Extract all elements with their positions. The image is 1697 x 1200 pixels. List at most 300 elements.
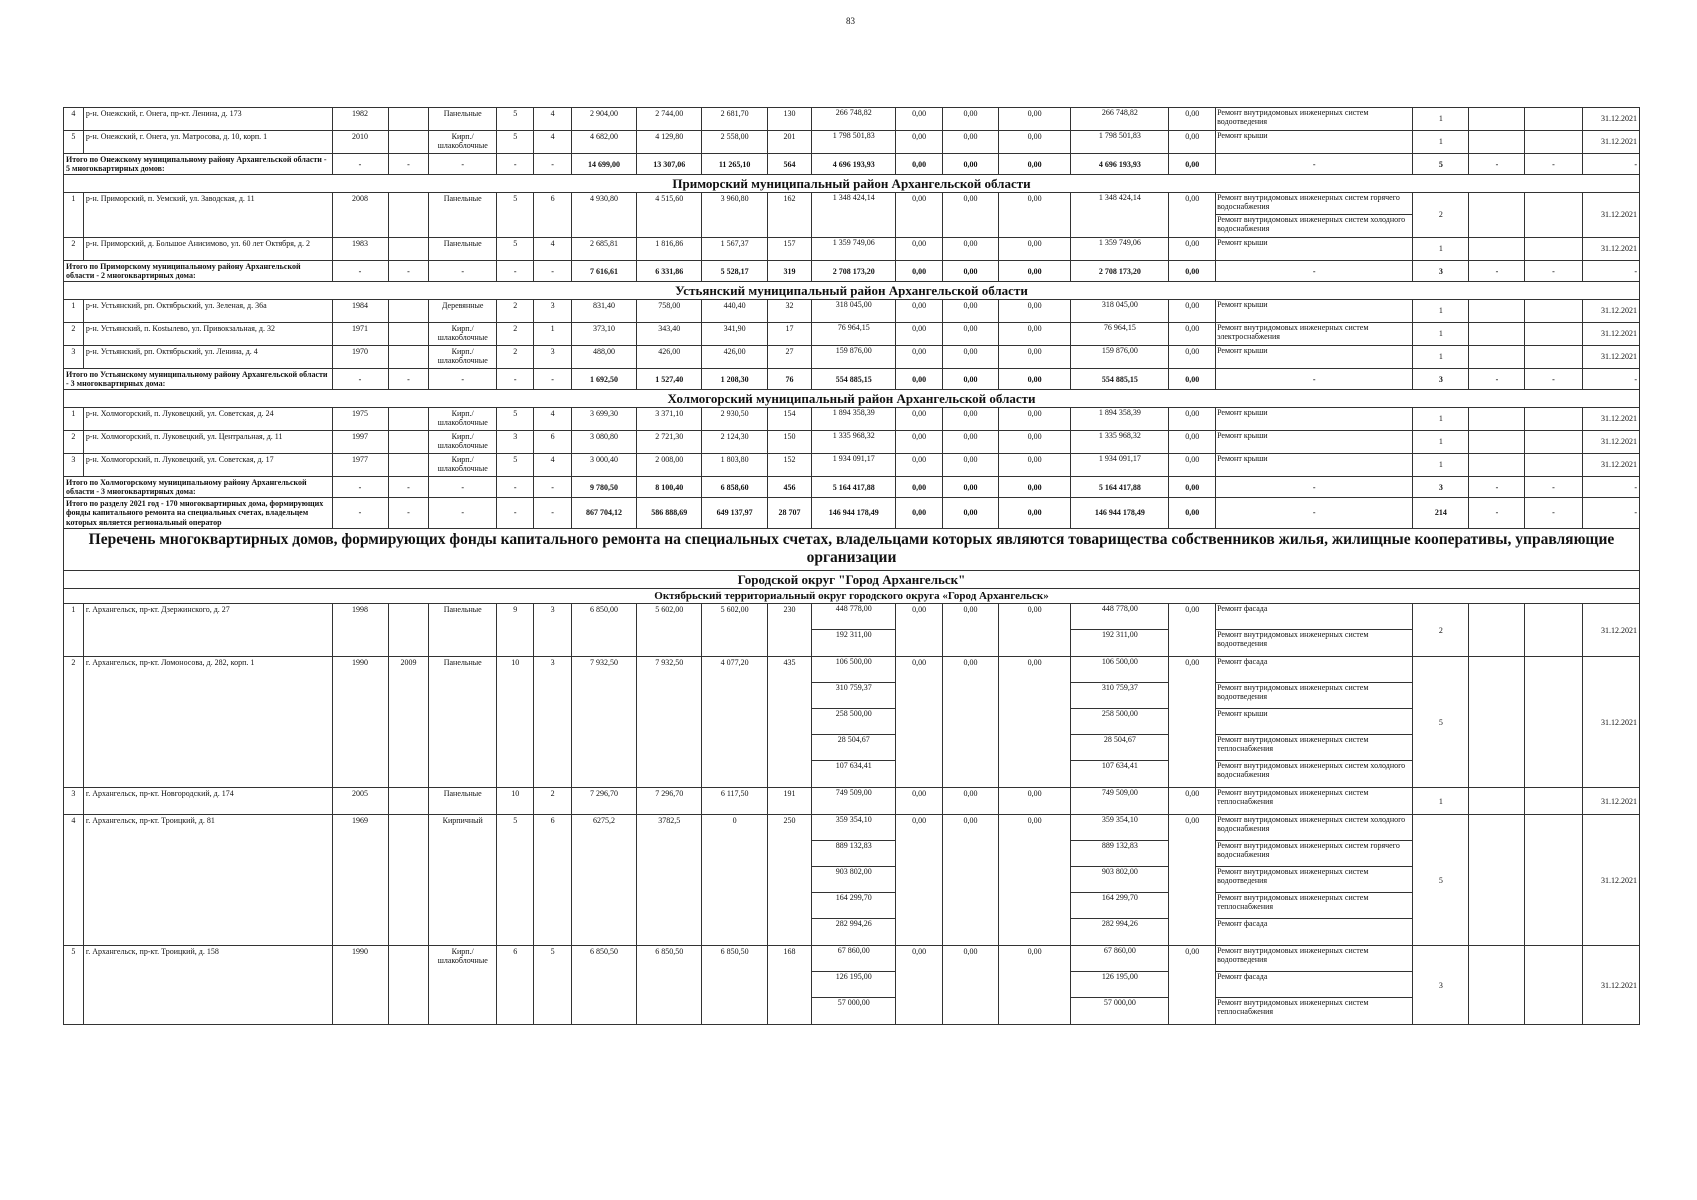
works-count-cell: 2 <box>1413 604 1469 657</box>
fund-cell: 0,00 <box>896 430 943 453</box>
works-count-cell: 1 <box>1413 453 1469 476</box>
dash-cell: - <box>497 368 534 389</box>
entrances-cell: 4 <box>534 453 571 476</box>
works-cell <box>1216 108 1413 131</box>
works-cell-entry: Ремонт крыши <box>1217 237 1268 247</box>
regional-budget-cell: 0,00 <box>942 946 998 1025</box>
private-area-cell: 0 <box>702 815 767 946</box>
blank-cell <box>1525 946 1582 1025</box>
blank-cell <box>1469 345 1525 368</box>
works-cell-entry: Ремонт внутридомовых инженерных систем горячего водоснабжения <box>1216 841 1412 867</box>
residents-cell: 150 <box>767 430 811 453</box>
private-area-cell: 649 137,97 <box>702 498 767 529</box>
owners-funds-cell-entry: 192 311,00 <box>1102 630 1138 640</box>
works-cell-entry: Ремонт внутридомовых инженерных систем теплоснабжения <box>1216 735 1412 761</box>
blank-cell <box>1469 131 1525 154</box>
cost-cell <box>812 299 896 322</box>
regional-budget-cell: 0,00 <box>942 237 998 260</box>
fund-cell: 0,00 <box>896 322 943 345</box>
blank-cell <box>1469 192 1525 237</box>
works-count-cell: 5 <box>1413 657 1469 788</box>
table-row <box>64 407 1640 430</box>
cost-cell: 2 708 173,20 <box>812 260 896 281</box>
works-cell-entry: Ремонт внутридомовых инженерных систем теплоснабжения <box>1217 788 1369 807</box>
year-reconstruction-cell <box>388 322 429 345</box>
private-area-cell: 426,00 <box>702 345 767 368</box>
total-area-cell: 14 699,00 <box>571 154 636 175</box>
cost-cell <box>812 108 896 131</box>
dash-cell: - <box>1525 154 1582 175</box>
owners-funds-cell <box>1071 345 1169 368</box>
deadline-cell: 31.12.2021 <box>1582 815 1639 946</box>
residents-cell: 319 <box>767 260 811 281</box>
total-area-cell: 2 904,00 <box>571 108 636 131</box>
fund-cell: 0,00 <box>896 154 943 175</box>
other-sources-cell: 0,00 <box>1169 657 1216 788</box>
private-area-cell: 3 960,80 <box>702 192 767 237</box>
year-built-cell: 2005 <box>332 788 388 815</box>
other-sources-cell: 0,00 <box>1169 407 1216 430</box>
works-count-cell: 1 <box>1413 237 1469 260</box>
address-cell: р-н. Холмогорский, п. Луковецкий, ул. Советская, д. 17 <box>83 453 332 476</box>
works-cell-entry: Ремонт внутридомовых инженерных систем электроснабжения <box>1217 322 1369 342</box>
blank-cell <box>1525 237 1582 260</box>
works-cell <box>1216 237 1413 260</box>
owners-funds-cell <box>1071 131 1169 154</box>
row-number: 3 <box>64 788 84 815</box>
address-cell: р-н. Холмогорский, п. Луковецкий, ул. Советская, д. 24 <box>83 407 332 430</box>
other-sources-cell: 0,00 <box>1169 368 1216 389</box>
works-count-cell: 3 <box>1413 260 1469 281</box>
blank-cell <box>1469 788 1525 815</box>
address-cell: р-н. Онежский, г. Онега, пр-кт. Ленина, д. 173 <box>83 108 332 131</box>
private-area-cell: 4 077,20 <box>702 657 767 788</box>
dash-cell: - <box>388 368 429 389</box>
wall-material-cell: Панельные <box>429 604 497 657</box>
other-sources-cell: 0,00 <box>1169 154 1216 175</box>
owners-funds-cell-entry: 1 335 968,32 <box>1098 430 1141 440</box>
residents-cell: 130 <box>767 108 811 131</box>
works-cell-entry: Ремонт внутридомовых инженерных систем холодного водоснабжения <box>1217 761 1406 780</box>
total-area-cell: 831,40 <box>571 299 636 322</box>
cost-cell <box>812 815 896 946</box>
blank-cell <box>1525 815 1582 946</box>
cost-cell-entry: 258 500,00 <box>812 709 895 735</box>
regional-budget-cell: 0,00 <box>942 131 998 154</box>
wall-material-cell: Панельные <box>429 108 497 131</box>
regional-budget-cell: 0,00 <box>942 815 998 946</box>
year-built-cell: 1977 <box>332 453 388 476</box>
owners-funds-cell <box>1071 407 1169 430</box>
deadline-cell: 31.12.2021 <box>1582 604 1639 657</box>
cost-cell <box>812 788 896 815</box>
dash-cell: - <box>429 154 497 175</box>
table-row <box>64 604 1640 657</box>
year-built-cell: 1983 <box>332 237 388 260</box>
residents-cell: 157 <box>767 237 811 260</box>
cost-cell-entry: 359 354,10 <box>812 815 895 841</box>
dash-cell: - <box>534 368 571 389</box>
wall-material-cell: Кирп./ шлакоблочные <box>429 131 497 154</box>
residents-cell: 435 <box>767 657 811 788</box>
cost-cell-entry: 57 000,00 <box>837 998 870 1008</box>
cost-cell-entry: 1 335 968,32 <box>832 430 875 440</box>
owners-funds-cell-entry: 1 934 091,17 <box>1098 453 1141 463</box>
row-number: 5 <box>64 131 84 154</box>
row-number: 3 <box>64 345 84 368</box>
cost-cell-entry: 903 802,00 <box>812 867 895 893</box>
deadline-cell: 31.12.2021 <box>1582 237 1639 260</box>
table-row <box>64 430 1640 453</box>
regional-budget-cell: 0,00 <box>942 322 998 345</box>
address-cell: р-н. Холмогорский, п. Луковецкий, ул. Центральная, д. 11 <box>83 430 332 453</box>
fund-cell: 0,00 <box>896 476 943 497</box>
floors-cell: 9 <box>497 604 534 657</box>
regional-budget-cell: 0,00 <box>942 476 998 497</box>
row-number: 1 <box>64 407 84 430</box>
year-reconstruction-cell <box>388 299 429 322</box>
local-budget-cell: 0,00 <box>998 815 1070 946</box>
district-heading <box>64 390 1640 408</box>
local-budget-cell: 0,00 <box>998 345 1070 368</box>
year-built-cell: 2008 <box>332 192 388 237</box>
table-row <box>64 322 1640 345</box>
fund-cell: 0,00 <box>896 108 943 131</box>
owners-funds-cell-entry: 164 299,70 <box>1071 893 1168 919</box>
cost-cell-entry: 318 045,00 <box>835 299 872 309</box>
works-count-cell: 5 <box>1413 154 1469 175</box>
private-area-cell: 6 117,50 <box>702 788 767 815</box>
local-budget-cell: 0,00 <box>998 108 1070 131</box>
regional-budget-cell: 0,00 <box>942 108 998 131</box>
total-area-cell: 6 850,50 <box>571 946 636 1025</box>
blank-cell <box>1469 407 1525 430</box>
other-sources-cell: 0,00 <box>1169 946 1216 1025</box>
cost-cell-entry: 164 299,70 <box>812 893 895 919</box>
owners-funds-cell-entry: 903 802,00 <box>1071 867 1168 893</box>
dash-cell: - <box>332 154 388 175</box>
cost-cell-entry: 266 748,82 <box>835 108 872 117</box>
dash-cell: - <box>1582 154 1639 175</box>
works-count-cell: 214 <box>1413 498 1469 529</box>
living-area-cell: 4 129,80 <box>637 131 702 154</box>
blank-cell <box>1525 345 1582 368</box>
blank-cell <box>1469 657 1525 788</box>
deadline-cell: 31.12.2021 <box>1582 788 1639 815</box>
local-budget-cell: 0,00 <box>998 299 1070 322</box>
owners-funds-cell: 146 944 178,49 <box>1071 498 1169 529</box>
total-label: Итого по Холмогорскому муниципальному району Архангельской области - 3 многоквартирных дома: <box>64 476 333 497</box>
other-sources-cell: 0,00 <box>1169 299 1216 322</box>
owners-funds-cell-entry: 258 500,00 <box>1071 709 1168 735</box>
works-cell-entry: Ремонт фасада <box>1216 657 1412 683</box>
residents-cell: 28 707 <box>767 498 811 529</box>
other-sources-cell: 0,00 <box>1169 260 1216 281</box>
floors-cell: 2 <box>497 322 534 345</box>
owners-funds-cell-entry: 76 964,15 <box>1103 322 1136 332</box>
dash-cell: - <box>429 476 497 497</box>
works-count-cell: 3 <box>1413 476 1469 497</box>
table-row <box>64 946 1640 1025</box>
owners-funds-cell-entry: 107 634,41 <box>1101 761 1138 771</box>
cost-cell-entry: 1 934 091,17 <box>832 453 875 463</box>
floors-cell: 2 <box>497 299 534 322</box>
regional-budget-cell: 0,00 <box>942 430 998 453</box>
entrances-cell: 4 <box>534 237 571 260</box>
wall-material-cell: Деревянные <box>429 299 497 322</box>
year-built-cell: 2010 <box>332 131 388 154</box>
works-count-cell: 1 <box>1413 131 1469 154</box>
local-budget-cell: 0,00 <box>998 430 1070 453</box>
local-budget-cell: 0,00 <box>998 237 1070 260</box>
year-built-cell: 1990 <box>332 657 388 788</box>
year-reconstruction-cell <box>388 345 429 368</box>
blank-cell <box>1525 604 1582 657</box>
dash-cell: - <box>1582 368 1639 389</box>
year-reconstruction-cell <box>388 815 429 946</box>
owners-funds-cell: 5 164 417,88 <box>1071 476 1169 497</box>
residents-cell: 154 <box>767 407 811 430</box>
cost-cell: 146 944 178,49 <box>812 498 896 529</box>
private-area-cell: 11 265,10 <box>702 154 767 175</box>
okrug-heading-text: Октябрьский территориальный округ городского округа «Город Архангельск» <box>64 588 1640 604</box>
works-count-cell: 5 <box>1413 815 1469 946</box>
wall-material-cell: Кирп./ шлакоблочные <box>429 345 497 368</box>
living-area-cell: 2 721,30 <box>637 430 702 453</box>
other-sources-cell: 0,00 <box>1169 430 1216 453</box>
dash-cell: - <box>497 498 534 529</box>
works-cell <box>1216 407 1413 430</box>
cost-cell <box>812 192 896 237</box>
capital-repair-table <box>63 107 1640 1025</box>
blank-cell <box>1469 430 1525 453</box>
owners-funds-cell <box>1071 946 1169 1025</box>
residents-cell: 456 <box>767 476 811 497</box>
entrances-cell: 4 <box>534 131 571 154</box>
dash-cell: - <box>388 476 429 497</box>
dash-cell: - <box>429 368 497 389</box>
okrug-heading <box>64 588 1640 604</box>
district-heading-text: Приморский муниципальный район Архангельской области <box>64 175 1640 193</box>
works-cell-entry: Ремонт крыши <box>1217 345 1268 355</box>
dash-cell: - <box>1216 154 1413 175</box>
living-area-cell: 343,40 <box>637 322 702 345</box>
works-cell-entry: Ремонт крыши <box>1217 299 1268 309</box>
living-area-cell: 3 371,10 <box>637 407 702 430</box>
works-cell-entry: Ремонт крыши <box>1217 430 1268 440</box>
total-label: Итого по Онежскому муниципальному району Архангельской области - 5 многоквартирных домов: <box>64 154 333 175</box>
regional-budget-cell: 0,00 <box>942 498 998 529</box>
blank-cell <box>1469 946 1525 1025</box>
other-sources-cell: 0,00 <box>1169 192 1216 237</box>
cost-cell-entry: 310 759,37 <box>812 683 895 709</box>
works-cell-entry: Ремонт внутридомовых инженерных систем водоотведения <box>1217 630 1369 649</box>
dash-cell: - <box>332 476 388 497</box>
address-cell: р-н. Приморский, д. Большое Анисимово, ул. 60 лет Октября, д. 2 <box>83 237 332 260</box>
residents-cell: 162 <box>767 192 811 237</box>
owners-funds-cell-entry: 359 354,10 <box>1071 815 1168 841</box>
fund-cell: 0,00 <box>896 407 943 430</box>
year-reconstruction-cell <box>388 946 429 1025</box>
cost-cell <box>812 407 896 430</box>
entrances-cell: 6 <box>534 192 571 237</box>
works-count-cell: 1 <box>1413 108 1469 131</box>
cost-cell-entry: 107 634,41 <box>835 761 872 771</box>
cost-cell-entry: 448 778,00 <box>812 604 895 630</box>
other-sources-cell: 0,00 <box>1169 108 1216 131</box>
owners-funds-cell <box>1071 453 1169 476</box>
dash-cell: - <box>388 260 429 281</box>
entrances-cell: 3 <box>534 299 571 322</box>
deadline-cell: 31.12.2021 <box>1582 108 1639 131</box>
owners-funds-cell <box>1071 815 1169 946</box>
dash-cell: - <box>1582 476 1639 497</box>
cost-cell <box>812 345 896 368</box>
works-count-cell: 1 <box>1413 407 1469 430</box>
private-area-cell: 1 803,80 <box>702 453 767 476</box>
address-cell: г. Архангельск, пр-кт. Троицкий, д. 81 <box>83 815 332 946</box>
works-cell-entry: Ремонт крыши <box>1217 453 1268 463</box>
dash-cell: - <box>332 498 388 529</box>
dash-cell: - <box>429 498 497 529</box>
cost-cell-entry: 1 348 424,14 <box>832 192 875 202</box>
works-cell <box>1216 430 1413 453</box>
cost-cell-entry: 76 964,15 <box>837 322 870 332</box>
living-area-cell: 5 602,00 <box>637 604 702 657</box>
blank-cell <box>1525 131 1582 154</box>
other-sources-cell: 0,00 <box>1169 604 1216 657</box>
living-area-cell: 2 008,00 <box>637 453 702 476</box>
table-row <box>64 788 1640 815</box>
year-reconstruction-cell <box>388 192 429 237</box>
section-title <box>64 528 1640 570</box>
local-budget-cell: 0,00 <box>998 131 1070 154</box>
wall-material-cell: Панельные <box>429 192 497 237</box>
living-area-cell: 1 816,86 <box>637 237 702 260</box>
deadline-cell: 31.12.2021 <box>1582 946 1639 1025</box>
local-budget-cell: 0,00 <box>998 260 1070 281</box>
living-area-cell: 2 744,00 <box>637 108 702 131</box>
other-sources-cell: 0,00 <box>1169 498 1216 529</box>
year-reconstruction-cell: 2009 <box>388 657 429 788</box>
dash-cell: - <box>534 498 571 529</box>
dash-cell: - <box>1216 368 1413 389</box>
cost-cell <box>812 237 896 260</box>
owners-funds-cell-entry: 159 876,00 <box>1101 345 1138 355</box>
deadline-cell: 31.12.2021 <box>1582 131 1639 154</box>
dash-cell: - <box>332 260 388 281</box>
wall-material-cell: Кирп./ шлакоблочные <box>429 946 497 1025</box>
total-area-cell: 867 704,12 <box>571 498 636 529</box>
other-sources-cell: 0,00 <box>1169 345 1216 368</box>
works-cell <box>1216 657 1413 788</box>
total-area-cell: 7 616,61 <box>571 260 636 281</box>
floors-cell: 5 <box>497 192 534 237</box>
regional-budget-cell: 0,00 <box>942 299 998 322</box>
regional-budget-cell: 0,00 <box>942 345 998 368</box>
dash-cell: - <box>497 476 534 497</box>
fund-cell: 0,00 <box>896 815 943 946</box>
works-cell-entry: Ремонт фасада <box>1216 972 1412 998</box>
total-area-cell: 2 685,81 <box>571 237 636 260</box>
works-cell-entry: Ремонт внутридомовых инженерных систем холодного водоснабжения <box>1217 214 1406 234</box>
cost-cell: 5 164 417,88 <box>812 476 896 497</box>
dash-cell: - <box>1469 260 1525 281</box>
dash-cell: - <box>534 154 571 175</box>
wall-material-cell: Панельные <box>429 788 497 815</box>
living-area-cell: 6 331,86 <box>637 260 702 281</box>
year-reconstruction-cell <box>388 430 429 453</box>
owners-funds-cell-entry: 1 348 424,14 <box>1098 192 1141 202</box>
deadline-cell: 31.12.2021 <box>1582 345 1639 368</box>
floors-cell: 5 <box>497 407 534 430</box>
cost-cell-entry: 159 876,00 <box>835 345 872 355</box>
total-area-cell: 4 682,00 <box>571 131 636 154</box>
fund-cell: 0,00 <box>896 368 943 389</box>
local-budget-cell: 0,00 <box>998 604 1070 657</box>
dash-cell: - <box>534 476 571 497</box>
year-reconstruction-cell <box>388 407 429 430</box>
blank-cell <box>1469 237 1525 260</box>
works-cell <box>1216 345 1413 368</box>
works-cell <box>1216 946 1413 1025</box>
works-cell-entry: Ремонт внутридомовых инженерных систем холодного водоснабжения <box>1216 815 1412 841</box>
dash-cell: - <box>1216 476 1413 497</box>
blank-cell <box>1525 657 1582 788</box>
private-area-cell: 2 124,30 <box>702 430 767 453</box>
fund-cell: 0,00 <box>896 345 943 368</box>
works-cell-entry: Ремонт внутридомовых инженерных систем водоотведения <box>1216 683 1412 709</box>
row-number: 1 <box>64 192 84 237</box>
other-sources-cell: 0,00 <box>1169 453 1216 476</box>
address-cell: г. Архангельск, пр-кт. Дзержинского, д. 27 <box>83 604 332 657</box>
works-count-cell: 1 <box>1413 299 1469 322</box>
total-row <box>64 498 1640 529</box>
private-area-cell: 1 567,37 <box>702 237 767 260</box>
residents-cell: 168 <box>767 946 811 1025</box>
wall-material-cell: Панельные <box>429 237 497 260</box>
wall-material-cell: Кирп./ шлакоблочные <box>429 453 497 476</box>
owners-funds-cell-entry: 889 132,83 <box>1071 841 1168 867</box>
year-built-cell: 1975 <box>332 407 388 430</box>
year-built-cell: 1971 <box>332 322 388 345</box>
fund-cell: 0,00 <box>896 237 943 260</box>
owners-funds-cell-entry: 1 359 749,06 <box>1098 237 1141 247</box>
city-heading-text: Городской округ "Город Архангельск" <box>64 571 1640 589</box>
dash-cell: - <box>1525 498 1582 529</box>
other-sources-cell: 0,00 <box>1169 476 1216 497</box>
residents-cell: 27 <box>767 345 811 368</box>
works-cell-entry: Ремонт внутридомовых инженерных систем теплоснабжения <box>1217 998 1369 1017</box>
living-area-cell: 3782,5 <box>637 815 702 946</box>
cost-cell-entry: 192 311,00 <box>835 630 872 640</box>
owners-funds-cell <box>1071 108 1169 131</box>
total-area-cell: 3 699,30 <box>571 407 636 430</box>
fund-cell: 0,00 <box>896 657 943 788</box>
district-heading-text: Устьянский муниципальный район Архангельской области <box>64 282 1640 300</box>
cost-cell-entry: 1 359 749,06 <box>832 237 875 247</box>
entrances-cell: 1 <box>534 322 571 345</box>
cost-cell <box>812 604 896 657</box>
cost-cell-entry: 28 504,67 <box>812 735 895 761</box>
owners-funds-cell-entry: 749 509,00 <box>1101 788 1138 798</box>
blank-cell <box>1525 430 1582 453</box>
total-label: Итого по Устьянскому муниципальному району Архангельской области - 3 многоквартирных дома: <box>64 368 333 389</box>
works-cell-entry: Ремонт крыши <box>1217 407 1268 417</box>
cost-cell-entry: 282 994,26 <box>835 919 872 929</box>
private-area-cell: 440,40 <box>702 299 767 322</box>
works-cell <box>1216 815 1413 946</box>
